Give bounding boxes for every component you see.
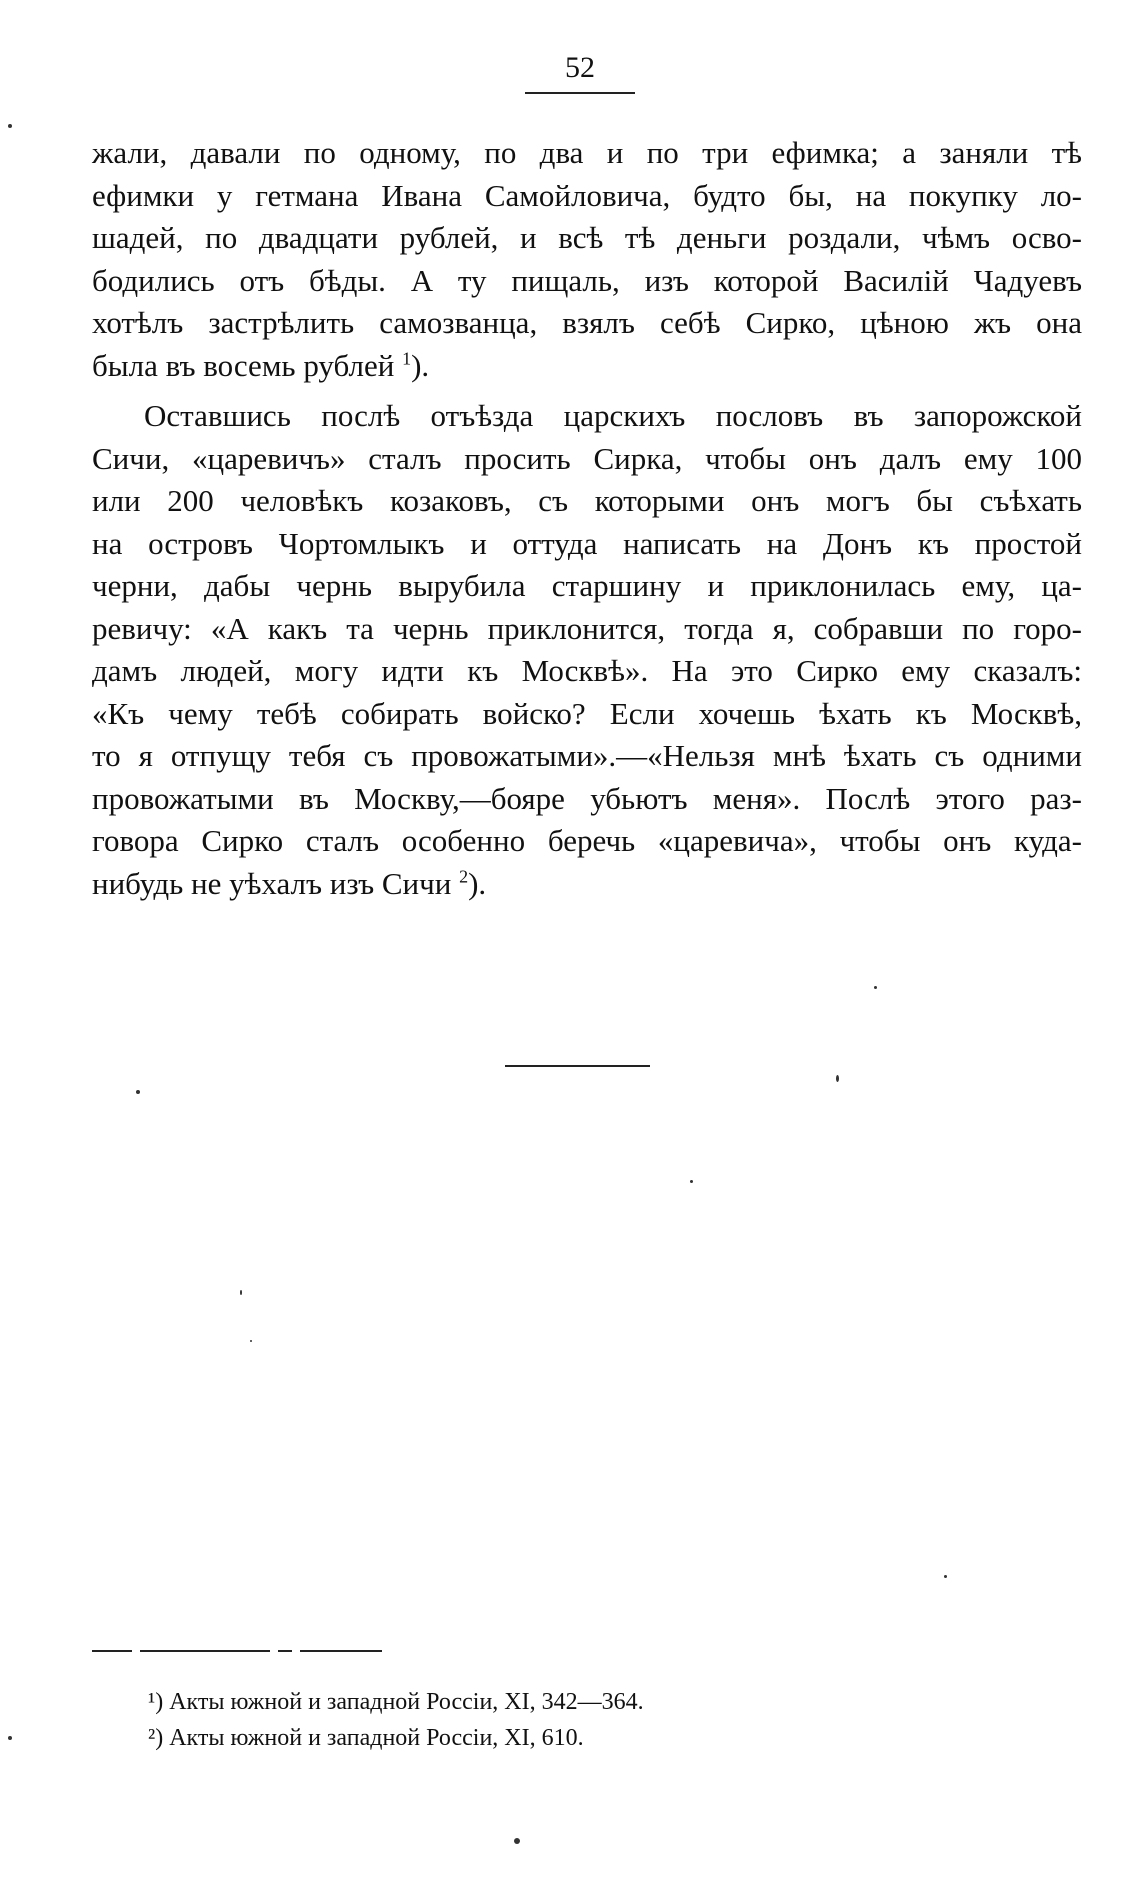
scan-speck (944, 1575, 947, 1578)
page-number-rule (525, 92, 635, 94)
separator-dash (278, 1650, 292, 1652)
scan-speck (690, 1180, 693, 1183)
text-line (92, 863, 1082, 906)
text-line: на островъ Чортомлыкъ и оттуда написать на Донъ къ простой (92, 525, 1082, 561)
main-text (92, 132, 1082, 905)
footnotes (148, 1684, 1048, 1756)
text-line: «Къ чему тебѣ собирать войско? Если хочешь ѣхать къ Москвѣ, (92, 695, 1082, 731)
text-line (92, 345, 1082, 388)
footnote-separator (92, 1650, 382, 1652)
text-line: жали, давали по одному, по два и по три ефимка; а заняли тѣ (92, 135, 1082, 170)
scan-speck (836, 1075, 839, 1082)
text-fragment: была въ восемь рублей (92, 347, 395, 383)
text-fragment: нибудь не уѣхалъ изъ Сичи (92, 865, 452, 901)
page-number: 52 (565, 51, 595, 84)
paragraph-gap (92, 387, 1082, 395)
text-line: Сичи, «царевичъ» сталъ просить Сирка, чтобы онъ далъ ему 100 (92, 440, 1082, 476)
footnote-marker: ²) (148, 1725, 164, 1751)
scan-speck (8, 124, 12, 128)
paragraph-1 (92, 132, 1082, 387)
footnote-ref: 1 (402, 348, 412, 369)
scan-speck (250, 1340, 252, 1342)
footnote-text: Акты южной и западной Россіи, XI, 342—364. (169, 1689, 644, 1715)
text-line: то я отпущу тебя съ провожатыми».—«Нельзя мнѣ ѣхать съ одними (92, 738, 1082, 773)
scan-speck (8, 1736, 12, 1740)
scan-speck (240, 1290, 242, 1295)
text-line: провожатыми въ Москву,—бояре убьютъ меня». Послѣ этого раз- (92, 780, 1082, 816)
text-line: шадей, по двадцати рублей, и всѣ тѣ деньги роздали, чѣмъ осво- (92, 220, 1082, 255)
text-line: хотѣлъ застрѣлить самозванца, взялъ себѣ Сирко, цѣною жъ она (92, 305, 1082, 340)
text-line: ефимки у гетмана Ивана Самойловича, будто бы, на покупку ло- (92, 177, 1082, 213)
text-line: бодились отъ бѣды. А ту пищаль, изъ которой Василій Чадуевъ (92, 262, 1082, 298)
text-line: или 200 человѣкъ козаковъ, съ которыми онъ могъ бы съѣхать (92, 483, 1082, 518)
separator-dash (92, 1650, 132, 1652)
paragraph-2 (92, 395, 1082, 905)
footnote-2 (148, 1720, 1048, 1756)
footnote-marker: ¹) (148, 1689, 164, 1715)
text-line: черни, дабы чернь вырубила старшину и приклонилась ему, ца- (92, 568, 1082, 603)
footnote-text: Акты южной и западной Россіи, XI, 610. (169, 1725, 584, 1751)
section-end-rule (505, 1065, 650, 1067)
separator-dash (140, 1650, 270, 1652)
footnote-1 (148, 1684, 1048, 1720)
footnote-ref: 2 (459, 866, 469, 887)
scan-speck (874, 986, 877, 989)
text-fragment: ). (411, 347, 430, 383)
separator-dash (300, 1650, 382, 1652)
text-line: говора Сирко сталъ особенно беречь «царевича», чтобы онъ куда- (92, 823, 1082, 858)
scan-speck (514, 1838, 520, 1844)
text-line: ревичу: «А какъ та чернь приклонится, тогда я, собравши по горо- (92, 610, 1082, 646)
text-fragment: ). (468, 865, 487, 901)
scan-speck (136, 1090, 140, 1094)
text-line: Оставшись послѣ отъѣзда царскихъ пословъ въ запорожской (144, 398, 1082, 433)
text-line: дамъ людей, могу идти къ Москвѣ». На это Сирко ему сказалъ: (92, 653, 1082, 688)
